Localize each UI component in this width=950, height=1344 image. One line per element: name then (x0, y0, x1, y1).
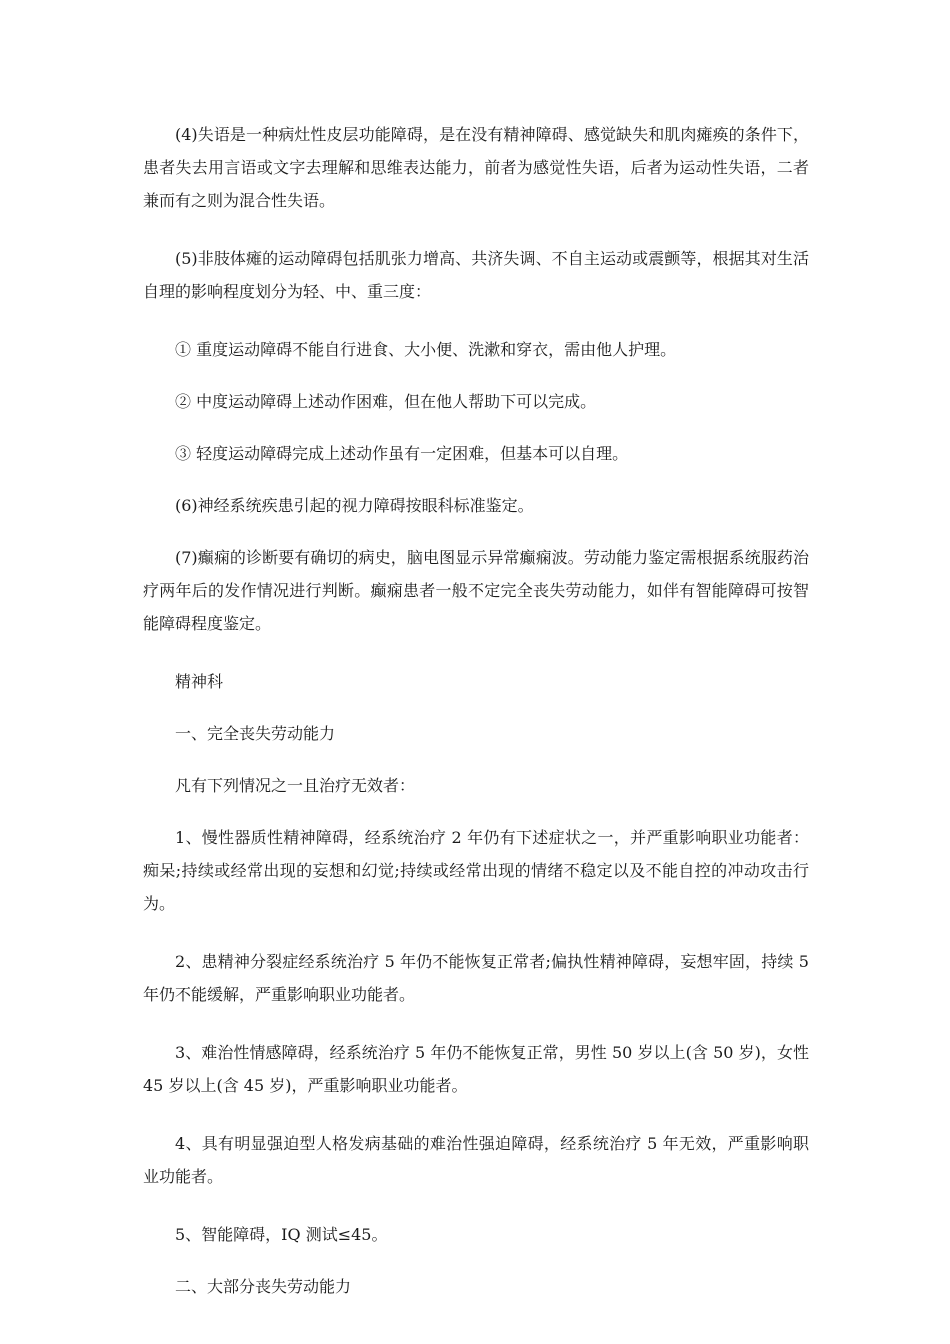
paragraph-epilepsy: (7)癫痫的诊断要有确切的病史，脑电图显示异常癫痫波。劳动能力鉴定需根据系统服药治疗两年后的发作情况进行判断。癫痫患者一般不定完全丧失劳动能力，如伴有智能障碍可按智能障碍程度鉴定。 (143, 548, 809, 633)
list-item-severe: ① 重度运动障碍不能自行进食、大小便、洗漱和穿衣，需由他人护理。 (175, 340, 677, 359)
section-heading-psychiatry: 精神科 (175, 672, 224, 691)
list-item-affective-disorder: 3、难治性情感障碍，经系统治疗 5 年仍不能恢复正常，男性 50 岁以上(含 50 岁)，女性 45 岁以上(含 45 岁)，严重影响职业功能者。 (143, 1043, 809, 1095)
document-body (143, 118, 809, 1322)
list-item-moderate: ② 中度运动障碍上述动作困难，但在他人帮助下可以完成。 (175, 392, 597, 411)
section-heading-major-loss: 二、大部分丧失劳动能力 (175, 1277, 352, 1296)
paragraph-movement-disorder: (5)非肢体瘫的运动障碍包括肌张力增高、共济失调、不自主运动或震颤等，根据其对生活自理的影响程度划分为轻、中、重三度： (143, 249, 809, 301)
list-item-mild: ③ 轻度运动障碍完成上述动作虽有一定困难，但基本可以自理。 (175, 444, 629, 463)
list-item-intellectual-disability: 5、智能障碍，IQ 测试≤45。 (175, 1225, 388, 1244)
paragraph-vision: (6)神经系统疾患引起的视力障碍按眼科标准鉴定。 (175, 496, 534, 515)
paragraph-aphasia: (4)失语是一种病灶性皮层功能障碍，是在没有精神障碍、感觉缺失和肌肉瘫痪的条件下，患者失去用言语或文字去理解和思维表达能力，前者为感觉性失语，后者为运动性失语，二者兼而有之则为混合性失语。 (143, 125, 809, 210)
paragraph-conditions-intro: 凡有下列情况之一且治疗无效者： (175, 776, 416, 795)
section-heading-complete-loss: 一、完全丧失劳动能力 (175, 724, 336, 743)
list-item-schizophrenia: 2、患精神分裂症经系统治疗 5 年仍不能恢复正常者;偏执性精神障碍，妄想牢固，持续 5 年仍不能缓解，严重影响职业功能者。 (143, 952, 809, 1004)
list-item-organic-disorder: 1、慢性器质性精神障碍，经系统治疗 2 年仍有下述症状之一，并严重影响职业功能者：痴呆;持续或经常出现的妄想和幻觉;持续或经常出现的情绪不稳定以及不能自控的冲动攻击行为。 (143, 828, 809, 913)
list-item-ocd: 4、具有明显强迫型人格发病基础的难治性强迫障碍，经系统治疗 5 年无效，严重影响职业功能者。 (143, 1134, 809, 1186)
